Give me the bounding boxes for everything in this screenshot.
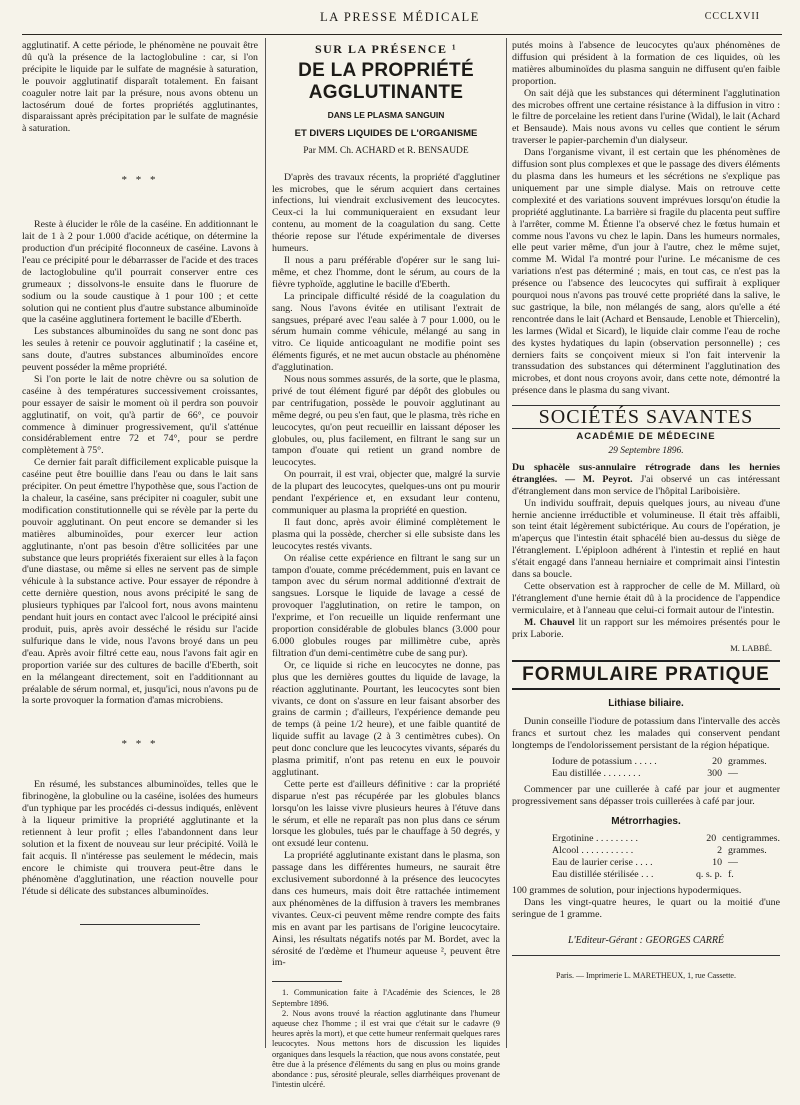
article-kicker: SUR LA PRÉSENCE ¹ bbox=[314, 42, 458, 56]
column-left bbox=[22, 40, 258, 925]
footnote: 1. Communication faite à l'Académie des Sciences, le 28 Septembre 1896. bbox=[272, 988, 500, 1008]
speaker-name: M. Chauvel bbox=[524, 616, 575, 628]
academy-heading: ACADÉMIE DE MÉDECINE bbox=[576, 431, 716, 443]
paragraph: Si l'on porte le lait de notre chèvre ou sa solution de caséine à des températures successivement croissantes, pour essayer de saisir le moment où il perdra son pouvoir agglutinatif, on voit, qu'à partir de 66°, ce pouvoir commence à diminuer progressivement, qu'il s'atténue considérablement entre 72 et 74°, pour se perdre complètement à 75°. bbox=[22, 373, 258, 457]
footnote: 2. Nous avons trouvé la réaction agglutinante dans l'humeur aqueuse chez l'homme ; il est vrai que c'était sur le cadavre (9 heures après la mort), et que cette humeur renfermait quelques rares leucocytes. Nous mettons hors de discussion les liquides organiques dans lesquels la réaction, que nous avons constatée, peut être due à la présence d'éléments du sang en plus ou moins grande abondance : pus, sérosité pleurale, selles diarrhéiques provenant de l'intestin ulcéré. bbox=[272, 1008, 501, 1090]
section-break: * * * bbox=[121, 174, 159, 187]
prescription-row: Ergotinine . . . . . . . . . 20 centigrammes. bbox=[552, 833, 780, 845]
editor-line: L'Editeur-Gérant : GEORGES CARRÉ bbox=[567, 934, 725, 946]
section-rule bbox=[512, 428, 780, 429]
footnote-rule bbox=[272, 981, 342, 982]
paragraph: Ce dernier fait paraît difficilement explicable puisque la caséine peut être bouillie dans l'eau ou dans le lait sans précipiter. On peut émettre l'hypothèse que, sous l'action de la chaleur, la caséine, sans précipiter ni coaguler, subit une modification constitutionnelle qui se révèle par la perte du pouvoir agglutinant. On peut encore se demander si les matières albuminoïdes, pour exercer leur action agglutinante, n'ont pas besoin d'être sollicitées par une substance que leurs propriétés fixeraient sur elles à la façon d'une diastase, ou même si elles ne servent pas de simple véhicule à la substance active. Pour essayer de répondre à cette dernière question, nous avons précipité le sang de plusieurs typhiques par l'alcool fort, nous avons maintenu pendant huit jours en contact avec l'alcool le précipité ainsi produit, puis, après avoir desséché le résidu sur l'acide sulfurique dans le vide, nous l'avons broyé dans un peu d'eau. Après avoir filtré cette eau, nous l'avons fait agir en proportion variée sur des cultures de bacille d'Eberth, soit en la mélangeant directement, soit en l'additionnant au préalable de sérum normal, et, jusqu'ici, nous n'avons pu de la sorte provoquer la formation d'amas microbiens. bbox=[22, 457, 258, 707]
prescription-row: Iodure de potassium . . . . . 20 grammes. bbox=[552, 755, 767, 767]
column-right bbox=[512, 40, 780, 982]
page-number: CCCLXVII bbox=[704, 11, 760, 22]
prescription-list bbox=[552, 756, 780, 780]
paragraph: agglutinatif. A cette période, le phénomène ne pouvait être dû qu'à la présence de la lactoglobuline : car, si l'on précipite le liquide par le sulfate de magnésie à saturation, le pouvoir agglutinatif disparaît totalement. En faisant coaguler notre lait par la présure, nous avons obtenu un lactosérum doué de fortes propriétés agglutinantes, disparaissant après précipitation par le sulfate de magnésie à saturation. bbox=[22, 40, 258, 135]
paragraph: En résumé, les substances albuminoïdes, telles que le fibrinogène, la globuline ou la caséine, isolées des humeurs d'un typhique par les procédés ci-dessus indiqués, enlèvent à la liqueur primitive la propriété agglutinante et la retiennent à leur profit ; elles l'abandonnent dans leur solution et la fixent de nouveau sur leur précipité. Voilà le fait acquis. Il n'intéresse pas seulement le médecin, mais encore le chimiste qui trouvera peut-être dans le phénomène d'agglutination, une réaction nouvelle pour l'étude si délicate des substances albuminoïdes. bbox=[22, 779, 258, 898]
paragraph bbox=[512, 617, 780, 641]
case-text: J'ai observé un cas intéressant d'étranglement dans mon service de l'hôpital Lariboisière. bbox=[512, 473, 780, 497]
paragraph: 100 grammes de solution, pour injections hypodermiques. bbox=[512, 885, 742, 897]
prescription-row: Eau de laurier cerise . . . . 10 — bbox=[552, 857, 738, 869]
prescription-row: Alcool . . . . . . . . . . . 2 grammes. bbox=[552, 845, 767, 857]
paragraph: Cette observation est à rapprocher de celle de M. Millard, où l'étranglement d'une hernie était dû à la procidence de l'appendice vermiculaire, et à l'anneau que celui-ci formait autour de l'intestin. bbox=[512, 580, 780, 616]
article-title: DE LA PROPRIÉTÉ AGGLUTINANTE bbox=[298, 59, 474, 103]
signature: M. LABBÉ. bbox=[730, 642, 772, 653]
paragraph: La propriété agglutinante existant dans le plasma, son passage dans les différentes humeurs, ne saurait être exclusivement subordonné à la présence des leucocytes dans ces humeurs, mais doit être rattachée intimement aux phénomènes de la diffusion à travers les membranes vivantes. Ceux-ci peuvent même rendre compte des faits mis en avant par les partisans de l'origine leucocytaire. Ainsi, les résultats négatifs notés par M. Bordet, avec la sérosité de l'œdème et l'humeur aqueuse ², peuvent être im- bbox=[272, 850, 500, 969]
report-text: lit un rapport sur les mémoires présentés pour le prix Laborie. bbox=[512, 616, 781, 640]
paragraph: Un individu souffrait, depuis quelques jours, au niveau d'une hernie ancienne irréductible et volumineuse. Il était très affaibli, son teint était légèrement subictérique. Au cours de l'opération, je m'aperçus que l'intestin était sphacélé bien au-dessus du siège de l'étranglement. L'épiploon adhérent à l'intestin et replié en haut s'était engagé dans l'anneau herniaire et comprimait ainsi l'intestin dans sa boucle. bbox=[512, 497, 780, 581]
paragraph: Reste à élucider le rôle de la caséine. En additionnant le lait de 1 à 2 pour 1.000 d'acide acétique, on détermine la production d'un précipité floconneux de caséine. Lavons à l'eau ce précipité pour le débarrasser de l'acide et des traces de lactoglobuline qu'il pourrait conserver entre ces grumeaux ; dissolvons-le ensuite dans le fluorure de sodium ou la soude caustique à 1 pour 100 ; et cette solution qui ne contient plus d'autre substance albuminoïde que la caséine agglutinera fortement le bacille d'Eberth. bbox=[22, 219, 258, 326]
article-subtitle: ET DIVERS LIQUIDES DE L'ORGANISME bbox=[294, 127, 478, 139]
journal-title: LA PRESSE MÉDICALE bbox=[319, 10, 481, 24]
paragraph: Dunin conseille l'iodure de potassium dans l'intervalle des accès francs et surtout chez les malades qui conservent pendant longtemps de l'endolorissement persistant de la région hépatique. bbox=[512, 716, 780, 752]
session-date: 29 Septembre 1896. bbox=[608, 446, 684, 456]
header-rule bbox=[22, 34, 782, 35]
subheading-metrorrhagies: Métrorrhagies. bbox=[611, 815, 681, 827]
prescription-row: Eau distillée . . . . . . . . 300 — bbox=[552, 767, 738, 779]
column-divider bbox=[506, 38, 507, 1048]
paragraph: Or, ce liquide si riche en leucocytes ne donne, pas plus que les dernières gouttes du liquide de lavage, la réaction agglutinante. Pourtant, les leucocytes sont bien vivants, ce dont on s'assure en leur faisant absorber des grains de carmin ; d'ailleurs, l'expérience demande peu de temps (à peine 1/2 heure), et une faible quantité de liquide suffit au lavage (2 à 3 centimètres cubes). On peut donc conclure que les leucocytes vivants, séparés du plasma primitif, n'ont pas retenu en eux le pouvoir agglutinant. bbox=[272, 659, 500, 778]
article-byline: Par MM. Ch. ACHARD et R. BENSAUDE bbox=[303, 145, 469, 156]
paragraph: Il faut donc, après avoir éliminé complètement le plasma qui la possède, chercher si elle subsiste dans les leucocytes restés vivants. bbox=[272, 516, 500, 552]
article-subtitle: DANS LE PLASMA SANGUIN bbox=[327, 109, 445, 120]
paragraph: Commencer par une cuillerée à café par jour et augmenter progressivement sans dépasser trois cuillerées à café par jour. bbox=[512, 783, 780, 807]
paragraph: On pourrait, il est vrai, objecter que, malgré la survie de la plupart des leucocytes, quelques-uns ont pu mourir pendant l'expérience et, en exsudant leur contenu, communiquer au plasma la propriété en question. bbox=[272, 469, 500, 516]
paragraph: On sait déjà que les substances qui déterminent l'agglutination des microbes offrent une certaine résistance à la diffusion in vitro : le filtre de porcelaine les retient dans l'urine (Widal), le lait (Achard et Bensaude). Mais nous avons vu celles que contient le sérum traverser le papier-parchemin d'un dialyseur. bbox=[512, 87, 780, 147]
section-break: * * * bbox=[121, 738, 159, 751]
section-rule bbox=[512, 955, 780, 956]
paragraph: La principale difficulté résidé de la coagulation du sang. Nous l'avons évitée en utilisant l'extrait de sangsues, préparé avec l'eau salée à 7 pour 1.000, ou le sérum humain comme véhicule, mélangé au sang in vitro. Ce liquide anticoagulant ne modifie point ses éléments figurés, et ne met aucun obstacle au phénomène d'agglutination. bbox=[272, 290, 500, 374]
paragraph: Il nous a paru préférable d'opérer sur le sang lui-même, et chez l'homme, dont le sérum, au cours de la fièvre typhoïde, agglutine le bacille d'Eberth. bbox=[272, 254, 500, 290]
printer-line: Paris. — Imprimerie L. MARETHEUX, 1, rue Cassette. bbox=[556, 970, 736, 980]
section-title-formulaire: FORMULAIRE PRATIQUE bbox=[522, 664, 770, 686]
paragraph: Nous nous sommes assurés, de la sorte, que le plasma, privé de tout élément figuré par dépôt des globules ou par centrifugation, possède le pouvoir agglutinant au même degré, ou peu s'en faut, que le plasma, très riche en leucocytes, qu'on peut recueillir en laissant déposer les globules, ou, plus facilement, en filtrant le sang sur un tampon d'ouate qui retient un grand nombre de leucocytes. bbox=[272, 374, 500, 469]
end-rule bbox=[80, 924, 200, 925]
paragraph: Les substances albuminoïdes du sang ne sont donc pas les seules à retenir ce pouvoir agglutinatif ; la caséine et, sans doute, d'autres substances albuminoïdes encore peuvent posséder la même propriété. bbox=[22, 326, 258, 374]
paragraph: putés moins à l'absence de leucocytes qu'aux phénomènes de diffusion qui président à la formation de ces liquides, où les matières albuminoïdes du plasma sanguin ne diffusent qu'en faible proportion. bbox=[512, 40, 780, 87]
paragraph: D'après des travaux récents, la propriété d'agglutiner les microbes, que le sérum acquiert dans certaines infections, lui viendrait exclusivement des leucocytes. Ceux-ci la lui communiqueraient en exsudant leur contenu, au moment de la coagulation du sang. Cette théorie repose sur l'étude expérimentale de diverses humeurs. bbox=[272, 171, 500, 255]
prescription-row: Eau distillée stérilisée . . . q. s. p. f. bbox=[552, 869, 734, 881]
column-divider bbox=[265, 38, 266, 1048]
paragraph: Dans les vingt-quatre heures, le quart ou la moitié d'une seringue de 1 gramme. bbox=[512, 897, 780, 920]
paragraph bbox=[512, 462, 780, 498]
subheading-lithiase: Lithiase biliaire. bbox=[608, 698, 684, 710]
paragraph: Dans l'organisme vivant, il est certain que les phénomènes de diffusion sont plus complexes et que le passage des divers éléments du plasma dans les humeurs et les sécrétions ne s'explique pas uniquement par une simple dialyse. Mais on retrouve cette complexité et des variations souvent imprévues lorsqu'on étudie la propriété agglutinante. La barrière si fragile du placenta peut suffire à l'arrêter, comme M. Étienne l'a observé chez le fœtus humain et comme nous l'avons vu chez le lapin. Dans les humeurs normales, elle peut varier même, d'un jour à l'autre, chez le même sujet, comme M. Widal l'a montré pour l'urine. Le mécanisme de ces variations n'est pas déterminé ; mais, en tout cas, ce n'est pas la présence ou l'absence des leucocytes qui suffirait à expliquer pourquoi nous n'avons pas trouvé cette propriété dans la salive, le suc gastrique, la bile, non mélangés de sang, alors qu'elle a été rencontrée dans le lait (Achard et Bensaude, Lenoble et Thiercelin), les larmes (Widal et Sicard), le liquide clair comme l'eau de roche des kystes hydatiques du lapin (observation personnelle) ; ces derniers faits se conçoivent mieux si l'on fait intervenir la transsudation des substances qui déterminent l'agglutination des microbes, et dont nous croyons avoir, dans cette note, démontré la présence dans le plasma du sang vivant. bbox=[512, 147, 780, 397]
footnotes bbox=[272, 988, 500, 1090]
column-middle bbox=[272, 40, 500, 1090]
prescription-list bbox=[552, 833, 780, 881]
paragraph: Cette perte est d'ailleurs définitive : car la propriété disparue n'est pas récupérée par les globules blancs lorsqu'on les laisse vivre plusieurs heures à l'étuve dans le sérum, et elle ne reparaît pas non plus dans ce sérum lorsque les globules, tués par le chauffage à 50 degrés, y ont exsudé leur contenu. bbox=[272, 778, 500, 850]
section-title-societes: SOCIÉTÉS SAVANTES bbox=[538, 406, 754, 429]
paragraph: On réalise cette expérience en filtrant le sang sur un tampon d'ouate, comme précédemment, puis en lavant ce tampon avec du sérum normal additionné d'extrait de sangsues. Lorsque le liquide de lavage a cessé de provoquer l'agglutination, on retire le tampon, on l'exprime, et l'on recueille un liquide renfermant une proportion considérable de globules blancs (3.000 pour 6.000 globules rouges par millimètre cube, après filtration d'un demi-centimètre cube de sang pur). bbox=[272, 552, 500, 659]
case-title: Du sphacèle sus-annulaire rétrograde dans les hernies étranglées. — M. Peyrot. bbox=[512, 461, 780, 485]
formulaire-heading-box bbox=[512, 660, 780, 690]
